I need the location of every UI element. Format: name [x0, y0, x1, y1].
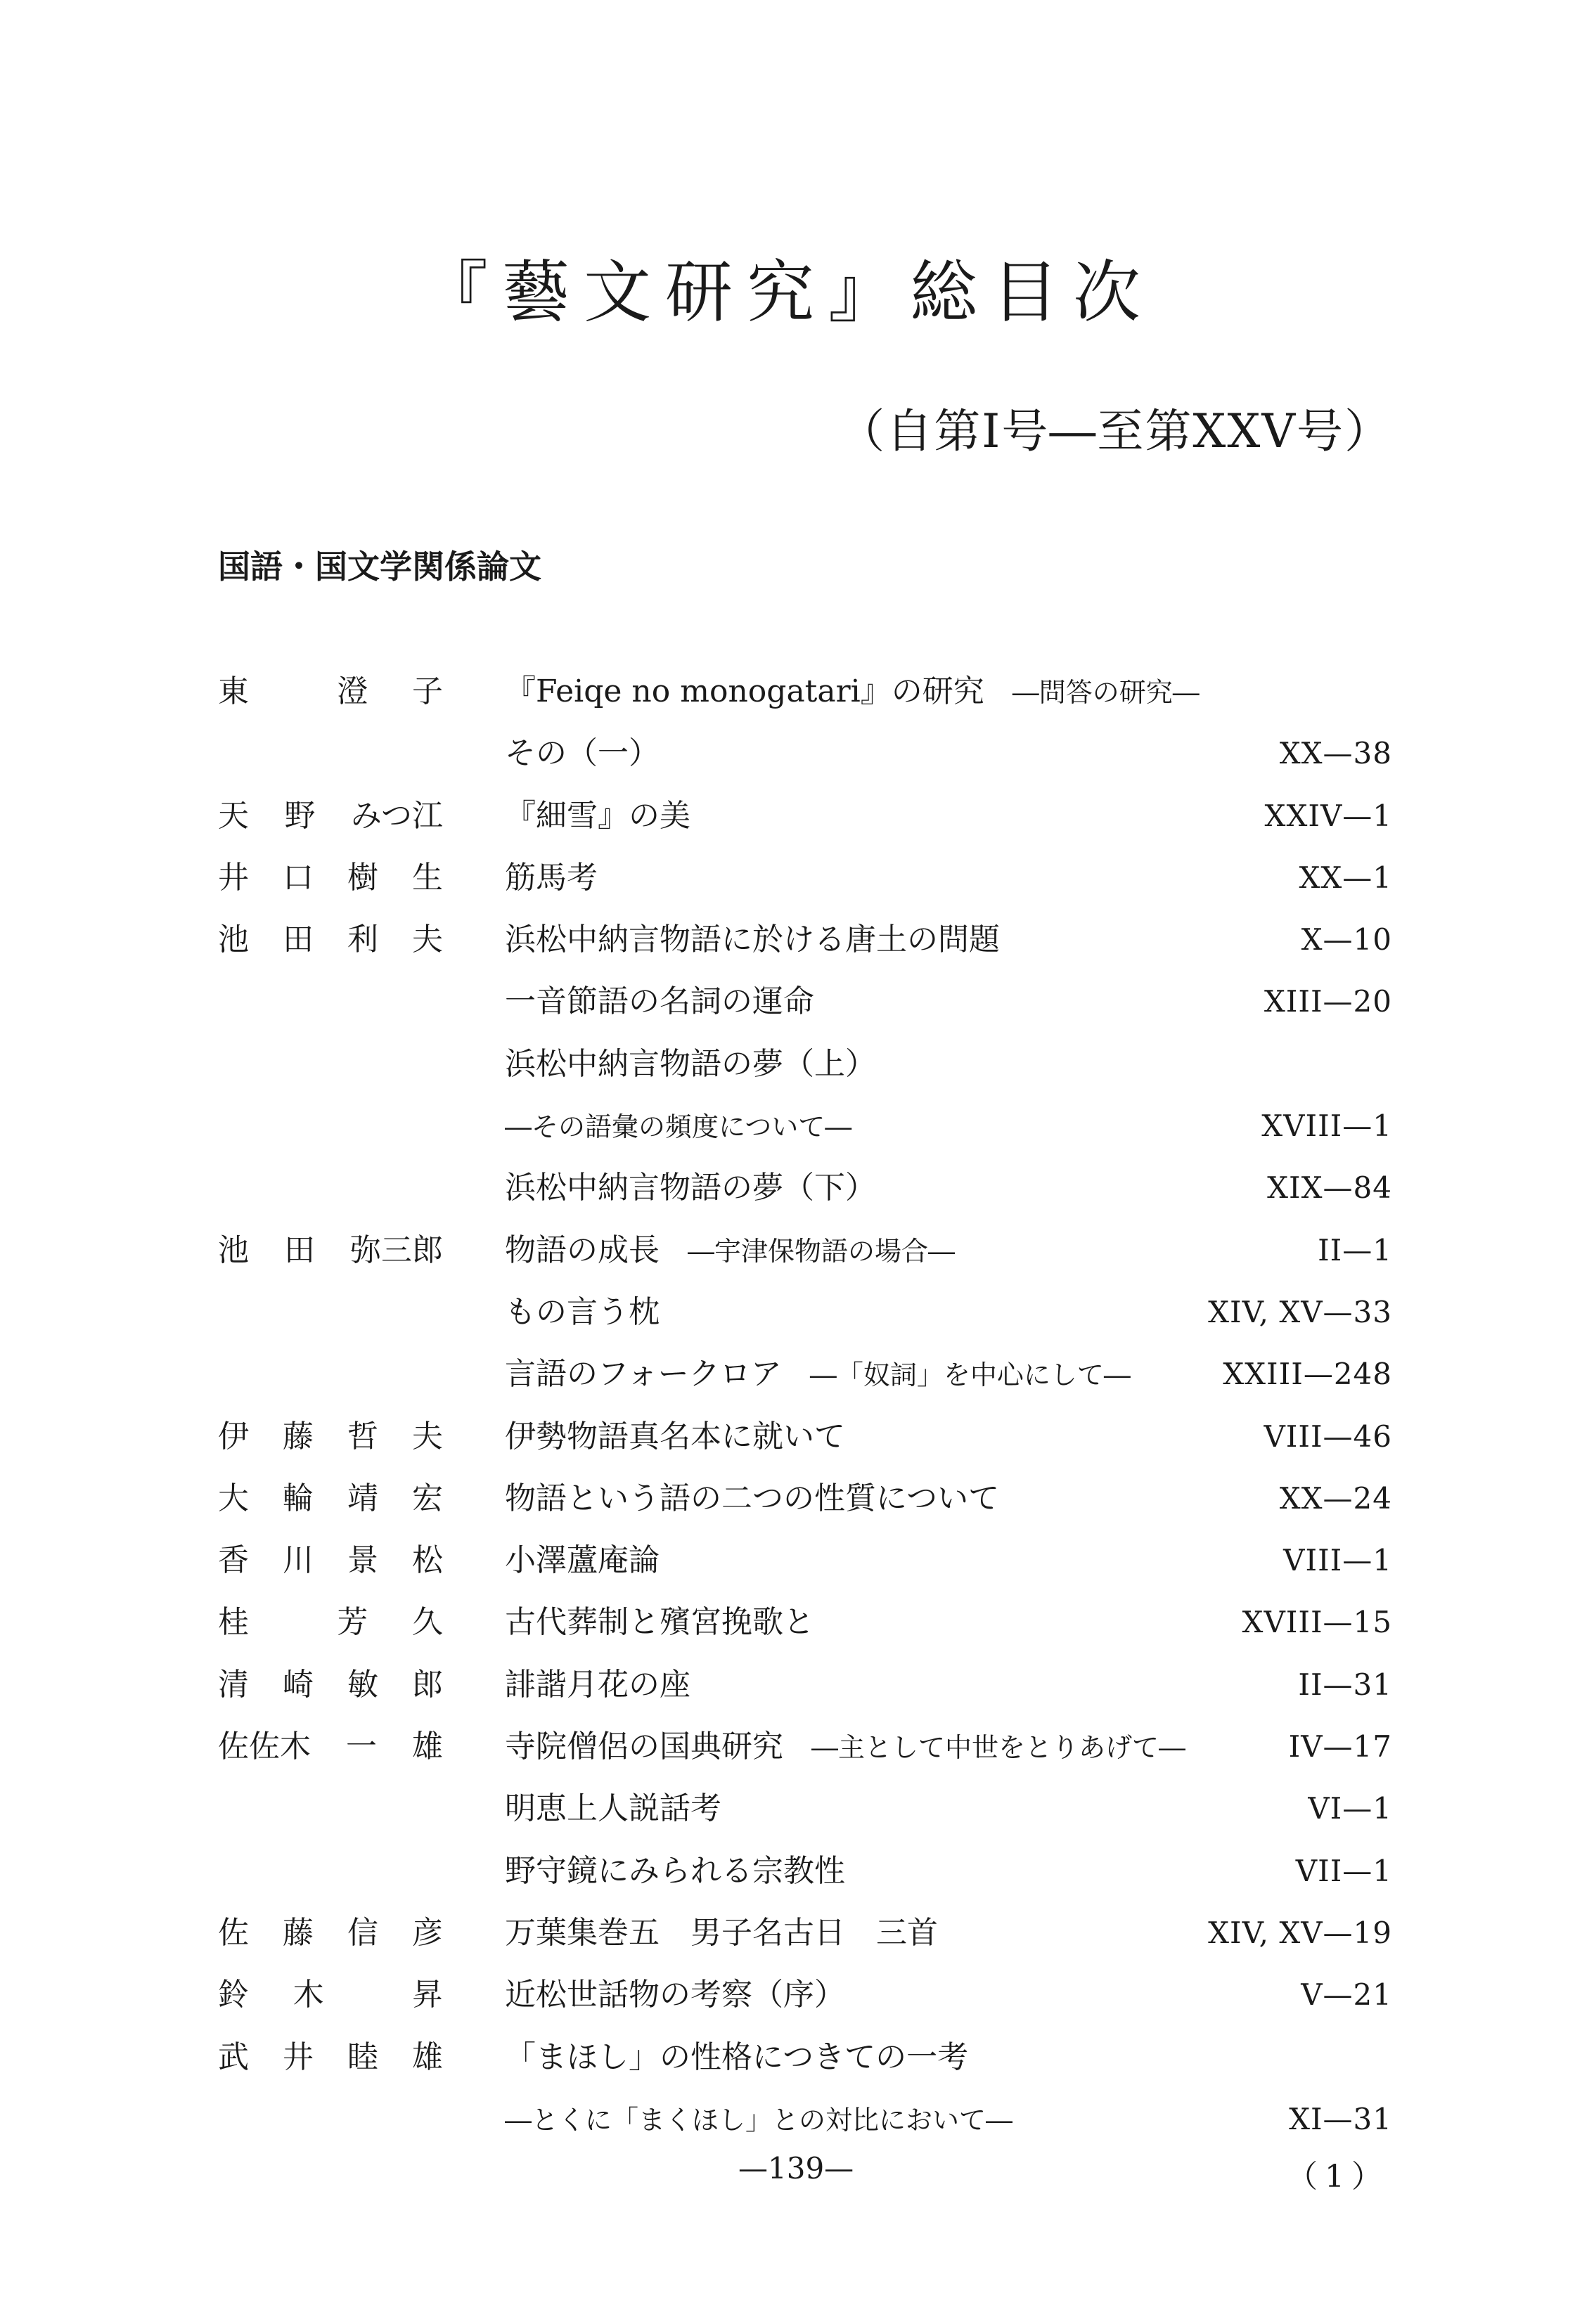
author-name-part: 武 [218, 2039, 249, 2075]
list-item [0, 1592, 1575, 1653]
author-name-part: 清 [218, 1666, 249, 1703]
author-name-part: 雄 [412, 1729, 443, 1765]
author-name-part: 鈴 [218, 1977, 249, 2013]
page-number: —139— [738, 2151, 854, 2186]
article-title [505, 785, 719, 848]
article-title [505, 723, 688, 785]
issue-page-reference: XX—24 [1279, 1480, 1392, 1516]
article-title [505, 2027, 996, 2089]
author-name-part: 夫 [412, 922, 443, 958]
issue-page-reference: II—1 [1318, 1232, 1392, 1267]
article-main-title: 浜松中納言物語に於ける唐土の問題 [505, 922, 1000, 958]
article-main-title: 浜松中納言物語の夢（下） [505, 1170, 876, 1206]
author-name [218, 785, 443, 847]
author-name [218, 2027, 443, 2089]
issue-page-reference: II—31 [1298, 1667, 1392, 1702]
article-subtitle: ―「奴詞」を中心にして― [809, 1360, 1131, 1391]
article-title [505, 909, 1028, 971]
author-name-part: 崎 [283, 1666, 314, 1703]
list-item [0, 1840, 1575, 1902]
list-item [0, 1654, 1575, 1716]
list-item [0, 785, 1575, 847]
article-title [505, 847, 626, 910]
author-name-part: 久 [411, 1604, 443, 1641]
issue-page-reference: XIII—20 [1264, 984, 1392, 1019]
list-item [0, 1343, 1575, 1405]
list-item [0, 1530, 1575, 1592]
author-name [218, 1654, 443, 1716]
article-title [505, 1468, 1027, 1530]
author-name [218, 661, 443, 723]
issue-page-reference: VIII—1 [1283, 1543, 1392, 1578]
list-item [0, 2089, 1575, 2150]
article-subtitle: ―その語彙の頻度について― [505, 1111, 852, 1143]
article-main-title: 「まほし」の性格につきての一考 [505, 2039, 969, 2075]
list-item [0, 661, 1575, 723]
article-main-title: 野守鏡にみられる宗教性 [505, 1852, 845, 1889]
article-title [505, 971, 842, 1033]
list-item [0, 1964, 1575, 2026]
author-name-part: 藤 [283, 1418, 314, 1454]
article-main-title: 物語の成長 [505, 1232, 660, 1268]
article-main-title: 誹諧月花の座 [505, 1666, 690, 1703]
author-name-part: 昇 [411, 1977, 443, 2013]
article-title [505, 1220, 955, 1282]
author-name-part: 松 [412, 1542, 443, 1579]
author-name-part: 佐佐木 [218, 1729, 311, 1765]
article-main-title: 近松世話物の考察（序） [505, 1977, 845, 2013]
author-name-part: 信 [347, 1914, 378, 1951]
article-title [505, 1778, 750, 1840]
article-subtitle: ―とくに「まくほし」との対比において― [505, 2104, 1013, 2136]
article-main-title: 伊勢物語真名本に就いて [505, 1418, 845, 1454]
issue-page-reference: V—21 [1301, 1977, 1392, 2013]
author-name-part: 利 [347, 922, 378, 958]
article-title [505, 1902, 966, 1965]
article-subtitle: ―主として中世をとりあげて― [811, 1732, 1186, 1764]
list-item [0, 1468, 1575, 1530]
article-main-title: 筋馬考 [505, 859, 598, 896]
author-name-part: 大 [218, 1480, 249, 1516]
author-name [218, 1530, 443, 1592]
article-title [505, 1530, 688, 1592]
issue-page-reference: VII—1 [1295, 1853, 1392, 1888]
article-main-title: 小澤蘆庵論 [505, 1542, 660, 1579]
issue-page-reference: IV—17 [1288, 1729, 1392, 1764]
article-main-title: 『Feiqe no monogatari』の研究 [505, 673, 984, 709]
list-item [0, 971, 1575, 1033]
issue-page-reference: VIII—46 [1264, 1419, 1392, 1454]
article-title [505, 1095, 851, 1158]
article-main-title: 明恵上人説話考 [505, 1790, 721, 1827]
article-title [505, 1840, 873, 1903]
article-main-title: その（一） [505, 735, 660, 772]
article-main-title: 物語という語の二つの性質について [505, 1480, 1000, 1516]
author-name-part: 佐 [218, 1914, 249, 1951]
author-name-part: 郎 [412, 1666, 443, 1703]
author-name-part: 靖 [347, 1480, 378, 1516]
article-main-title: 浜松中納言物語の夢（上） [505, 1045, 876, 1082]
author-name-part: 香 [218, 1542, 249, 1579]
list-item [0, 1406, 1575, 1468]
author-name-part: 澄 [337, 673, 368, 709]
author-name [218, 909, 443, 971]
author-name [218, 1964, 443, 2026]
author-name-part: 弥三郎 [350, 1232, 443, 1268]
article-title [505, 1654, 719, 1717]
author-name-part: 夫 [412, 1418, 443, 1454]
list-item [0, 1095, 1575, 1157]
article-title [505, 1592, 842, 1654]
article-main-title: 『細雪』の美 [505, 797, 690, 834]
article-title [505, 1343, 1131, 1406]
list-item [0, 2027, 1575, 2089]
issue-page-reference: XXIII—248 [1223, 1357, 1392, 1392]
author-name [218, 1592, 443, 1653]
section-heading: 国語・国文学関係論文 [218, 548, 541, 586]
author-name-part: 芳 [337, 1604, 368, 1641]
list-item [0, 723, 1575, 785]
author-name-part: 生 [412, 859, 443, 896]
author-name-part: 藤 [283, 1914, 314, 1951]
sheet-number: （1） [1287, 2159, 1389, 2195]
article-title [505, 1716, 1185, 1778]
issue-page-reference: VI—1 [1308, 1791, 1392, 1826]
author-name-part: 東 [218, 673, 249, 709]
list-item [0, 1282, 1575, 1343]
issue-page-reference: XXIV—1 [1264, 798, 1392, 833]
issue-range-subtitle: （自第Ⅰ号―至第XXV号） [838, 404, 1392, 458]
article-title [505, 1964, 873, 2027]
author-name-part: 口 [283, 859, 314, 896]
author-name-part: 子 [411, 673, 443, 709]
issue-page-reference: XVIII—15 [1242, 1605, 1392, 1640]
author-name-part: みつ江 [350, 797, 443, 834]
article-main-title: 寺院僧侶の国典研究 [505, 1729, 783, 1765]
contents-list [0, 661, 1575, 2150]
author-name-part: 樹 [347, 859, 378, 896]
author-name [218, 847, 443, 909]
author-name-part: 彦 [412, 1914, 443, 1951]
issue-page-reference: XI—31 [1289, 2101, 1392, 2136]
article-title [505, 1033, 904, 1096]
article-main-title: 言語のフォークロア [505, 1356, 782, 1393]
author-name-part: 伊 [218, 1418, 249, 1454]
article-subtitle: ―問答の研究― [1012, 677, 1200, 708]
author-name-part: 池 [218, 922, 249, 958]
author-name [218, 1468, 443, 1530]
list-item [0, 1220, 1575, 1282]
article-title [505, 1282, 688, 1344]
author-name [218, 1902, 443, 1964]
author-name-part: 野 [284, 797, 316, 834]
list-item [0, 1902, 1575, 1964]
list-item [0, 1033, 1575, 1095]
author-name-part: 井 [218, 859, 249, 896]
article-main-title: 古代葬制と殯宮挽歌と [505, 1604, 814, 1641]
author-name [218, 1716, 443, 1778]
issue-page-reference: XVIII—1 [1261, 1109, 1392, 1144]
author-name-part: 川 [283, 1542, 314, 1579]
issue-page-reference: XIV, XV—19 [1208, 1915, 1392, 1950]
author-name-part: 敏 [347, 1666, 378, 1703]
article-main-title: もの言う枕 [505, 1293, 660, 1330]
author-name-part: 景 [347, 1542, 378, 1579]
issue-page-reference: XIX—84 [1267, 1170, 1392, 1206]
author-name-part: 雄 [412, 2039, 443, 2075]
issue-page-reference: XX—1 [1299, 860, 1392, 895]
author-name [218, 1406, 443, 1468]
author-name [218, 1220, 443, 1282]
author-name-part: 輪 [283, 1480, 314, 1516]
author-name-part: 一 [346, 1729, 377, 1765]
article-title [505, 2089, 1012, 2151]
article-title [505, 1157, 904, 1220]
issue-page-reference: XX—38 [1279, 736, 1392, 771]
list-item [0, 1157, 1575, 1219]
article-main-title: 万葉集巻五 男子名古日 三首 [505, 1914, 938, 1951]
article-title [505, 1406, 873, 1468]
article-title [505, 661, 1200, 723]
issue-page-reference: X—10 [1301, 922, 1392, 957]
author-name-part: 田 [284, 1232, 315, 1268]
article-main-title: 一音節語の名詞の運命 [505, 983, 814, 1020]
author-name-part: 睦 [347, 2039, 378, 2075]
author-name-part: 井 [283, 2039, 314, 2075]
author-name-part: 池 [218, 1232, 249, 1268]
author-name-part: 宏 [412, 1480, 443, 1516]
article-subtitle: ―宇津保物語の場合― [688, 1235, 956, 1267]
author-name-part: 哲 [347, 1418, 378, 1454]
page-title: 『藝文研究』総目次 [420, 253, 1155, 332]
list-item [0, 1716, 1575, 1778]
author-name-part: 桂 [218, 1604, 249, 1641]
list-item [0, 909, 1575, 971]
list-item [0, 847, 1575, 909]
author-name-part: 木 [292, 1977, 324, 2013]
list-item [0, 1778, 1575, 1840]
issue-page-reference: XIV, XV—33 [1208, 1294, 1392, 1329]
author-name-part: 田 [283, 922, 314, 958]
author-name-part: 天 [218, 797, 249, 834]
